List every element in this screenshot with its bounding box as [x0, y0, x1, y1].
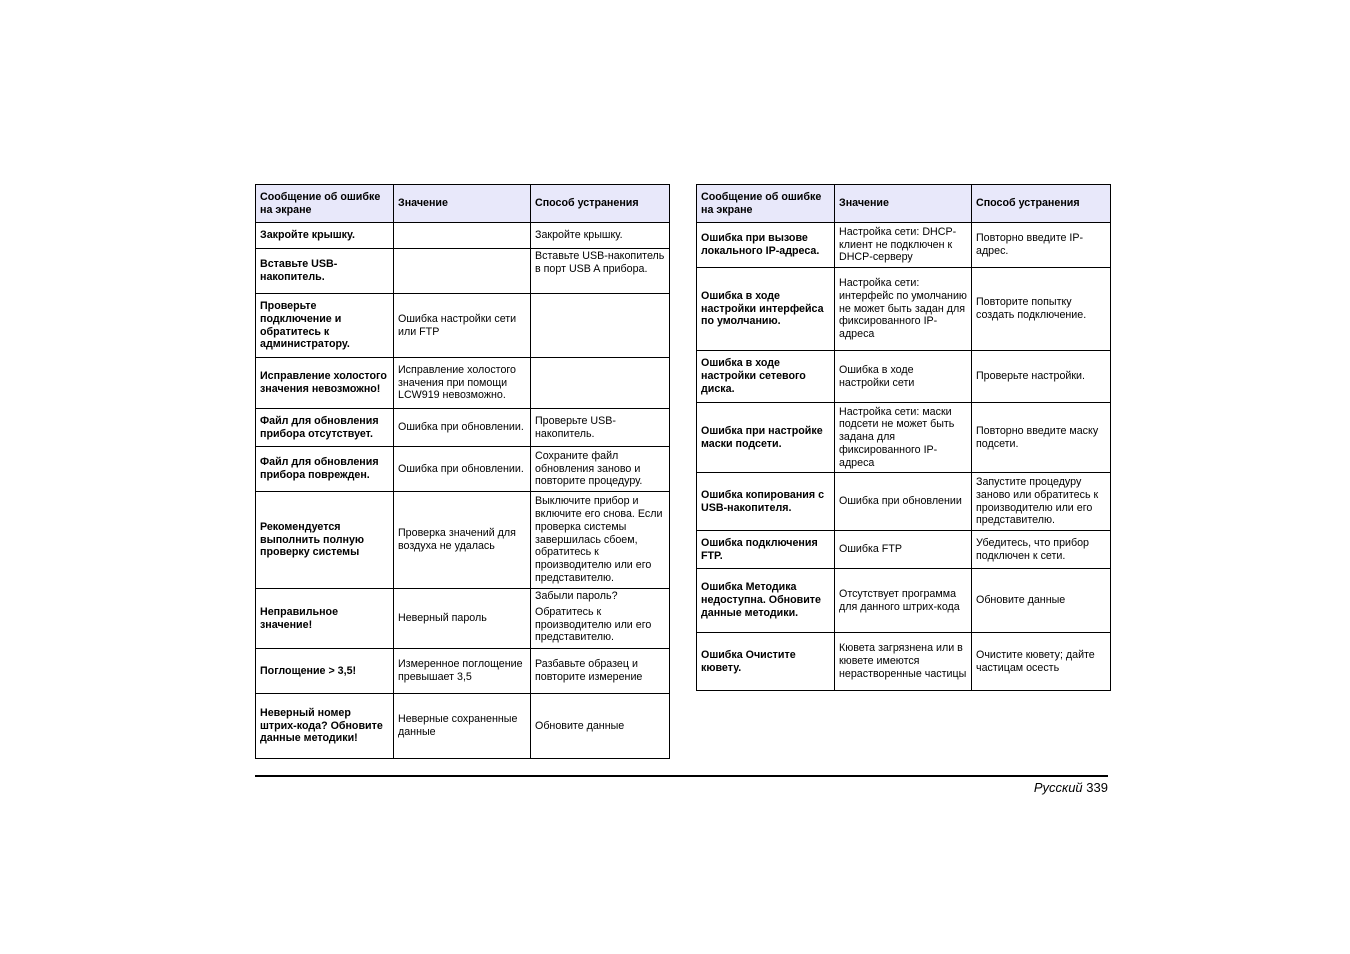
solution-cell [531, 294, 670, 358]
solution-cell [972, 473, 1111, 531]
table-row [697, 569, 1111, 633]
table-row [697, 473, 1111, 531]
table-row [697, 403, 1111, 473]
table-row [697, 223, 1111, 268]
meaning-cell: Ошибка при обновлении [835, 473, 972, 531]
error-table-left [255, 184, 670, 759]
solution-cell [972, 268, 1111, 351]
table-row [256, 492, 670, 589]
meaning-cell: Ошибка при обновлении. [394, 409, 531, 447]
header-meaning: Значение [394, 185, 531, 223]
solution-text: Повторно введите IP-адрес. [976, 232, 1084, 257]
error-message-cell: Ошибка подключения FTP. [697, 531, 835, 569]
solution-cell [531, 447, 670, 492]
meaning-cell: Неверный пароль [394, 589, 531, 649]
header-solution: Способ устранения [531, 185, 670, 223]
solution-text: Очистите кювету; дайте частицам осесть [976, 648, 1095, 674]
solution-text: Убедитесь, что прибор подключен к сети. [976, 536, 1090, 562]
meaning-cell: Исправление холостого значения при помощи LCW919 невозможно. [394, 358, 531, 409]
meaning-cell: Измеренное поглощение превышает 3,5 [394, 649, 531, 694]
solution-text: Повторите попытку создать подключение. [976, 296, 1087, 321]
error-message-cell: Рекомендуется выполнить полную проверку системы [256, 492, 394, 589]
error-message-cell: Ошибка при настройке маски подсети. [697, 403, 835, 473]
solution-cell [972, 633, 1111, 691]
table-row [697, 351, 1111, 403]
error-message-cell: Ошибка Очистите кювету. [697, 633, 835, 691]
table-row [697, 531, 1111, 569]
solution-text: Сохраните файл обновления заново и повторите процедуру. [535, 449, 643, 488]
table-header-row [256, 185, 670, 223]
table-row [256, 223, 670, 249]
solution-cell [531, 589, 670, 649]
solution-text: Проверьте USB-накопитель. [535, 414, 616, 440]
solution-text: Обновите данные [535, 719, 625, 732]
error-table-right [696, 184, 1111, 691]
error-message-cell: Проверьте подключение и обратитесь к администратору. [256, 294, 394, 358]
solution-text: Обратитесь к производителю или его представителю. [535, 605, 652, 644]
solution-cell [531, 409, 670, 447]
solution-text: Закройте крышку. [535, 229, 623, 242]
solution-cell [972, 531, 1111, 569]
error-message-cell: Вставьте USB-накопитель. [256, 249, 394, 294]
solution-text: Запустите процедуру заново или обратитесь к производителю или его представителю. [976, 475, 1099, 527]
error-message-cell: Файл для обновления прибора отсутствует. [256, 409, 394, 447]
solution-text: Проверьте настройки. [976, 370, 1085, 383]
error-message-cell: Исправление холостого значения невозможно! [256, 358, 394, 409]
solution-text: Забыли пароль? [535, 590, 618, 602]
header-solution: Способ устранения [972, 185, 1111, 223]
table-row [256, 358, 670, 409]
error-message-cell: Неверный номер штрих-кода? Обновите данные методики! [256, 694, 394, 759]
header-meaning: Значение [835, 185, 972, 223]
error-message-cell: Ошибка копирования с USB-накопителя. [697, 473, 835, 531]
solution-cell [972, 403, 1111, 473]
error-message-cell: Неправильное значение! [256, 589, 394, 649]
solution-cell [972, 223, 1111, 268]
meaning-cell: Проверка значений для воздуха не удалась [394, 492, 531, 589]
meaning-cell: Настройка сети: маски подсети не может быть задана для фиксированного IP-адреса [835, 403, 972, 473]
table-row [256, 249, 670, 294]
solution-text: Выключите прибор и включите его снова. Если проверка системы завершилась сбоем, обратитесь к производителю или его представителю. [535, 495, 663, 584]
meaning-cell: Кювета загрязнена или в кювете имеются нерастворенные частицы [835, 633, 972, 691]
table-row [256, 589, 670, 649]
table-row [697, 633, 1111, 691]
error-message-cell: Ошибка в ходе настройки интерфейса по умолчанию. [697, 268, 835, 351]
solution-text: Вставьте USB-накопитель в порт USB A прибора. [535, 250, 665, 275]
footer-divider [255, 775, 1108, 777]
solution-text: Разбавьте образец и повторите измерение [535, 658, 643, 683]
meaning-cell: Ошибка настройки сети или FTP [394, 294, 531, 358]
header-message: Сообщение об ошибке на экране [697, 185, 835, 223]
solution-text: Повторно введите маску подсети. [976, 424, 1099, 450]
solution-cell [972, 569, 1111, 633]
meaning-cell [394, 249, 531, 294]
table-row [256, 649, 670, 694]
table-row [256, 694, 670, 759]
header-message: Сообщение об ошибке на экране [256, 185, 394, 223]
error-message-cell: Ошибка при вызове локального IP-адреса. [697, 223, 835, 268]
table-header-row [697, 185, 1111, 223]
error-message-cell: Ошибка Методика недоступна. Обновите данные методики. [697, 569, 835, 633]
table-row [256, 447, 670, 492]
meaning-cell: Ошибка FTP [835, 531, 972, 569]
page-footer [1034, 780, 1108, 795]
meaning-cell [394, 223, 531, 249]
table-row [256, 409, 670, 447]
meaning-cell: Отсутствует программа для данного штрих-кода [835, 569, 972, 633]
meaning-cell: Настройка сети: DHCP-клиент не подключен к DHCP-серверу [835, 223, 972, 268]
error-message-cell: Файл для обновления прибора поврежден. [256, 447, 394, 492]
solution-cell [531, 694, 670, 759]
page-number: 339 [1086, 780, 1108, 795]
solution-cell [531, 492, 670, 589]
solution-text: Обновите данные [976, 594, 1066, 607]
meaning-cell: Неверные сохраненные данные [394, 694, 531, 759]
footer-language: Русский [1033, 780, 1083, 795]
error-message-cell: Ошибка в ходе настройки сетевого диска. [697, 351, 835, 403]
solution-cell [972, 351, 1111, 403]
table-row [256, 294, 670, 358]
meaning-cell: Настройка сети: интерфейс по умолчанию не может быть задан для фиксированного IP-адреса [835, 268, 972, 351]
solution-cell [531, 649, 670, 694]
solution-cell [531, 358, 670, 409]
solution-cell [531, 223, 670, 249]
error-message-cell: Поглощение > 3,5! [256, 649, 394, 694]
meaning-cell: Ошибка при обновлении. [394, 447, 531, 492]
error-message-cell: Закройте крышку. [256, 223, 394, 249]
solution-cell [531, 249, 670, 294]
meaning-cell: Ошибка в ходе настройки сети [835, 351, 972, 403]
table-row [697, 268, 1111, 351]
